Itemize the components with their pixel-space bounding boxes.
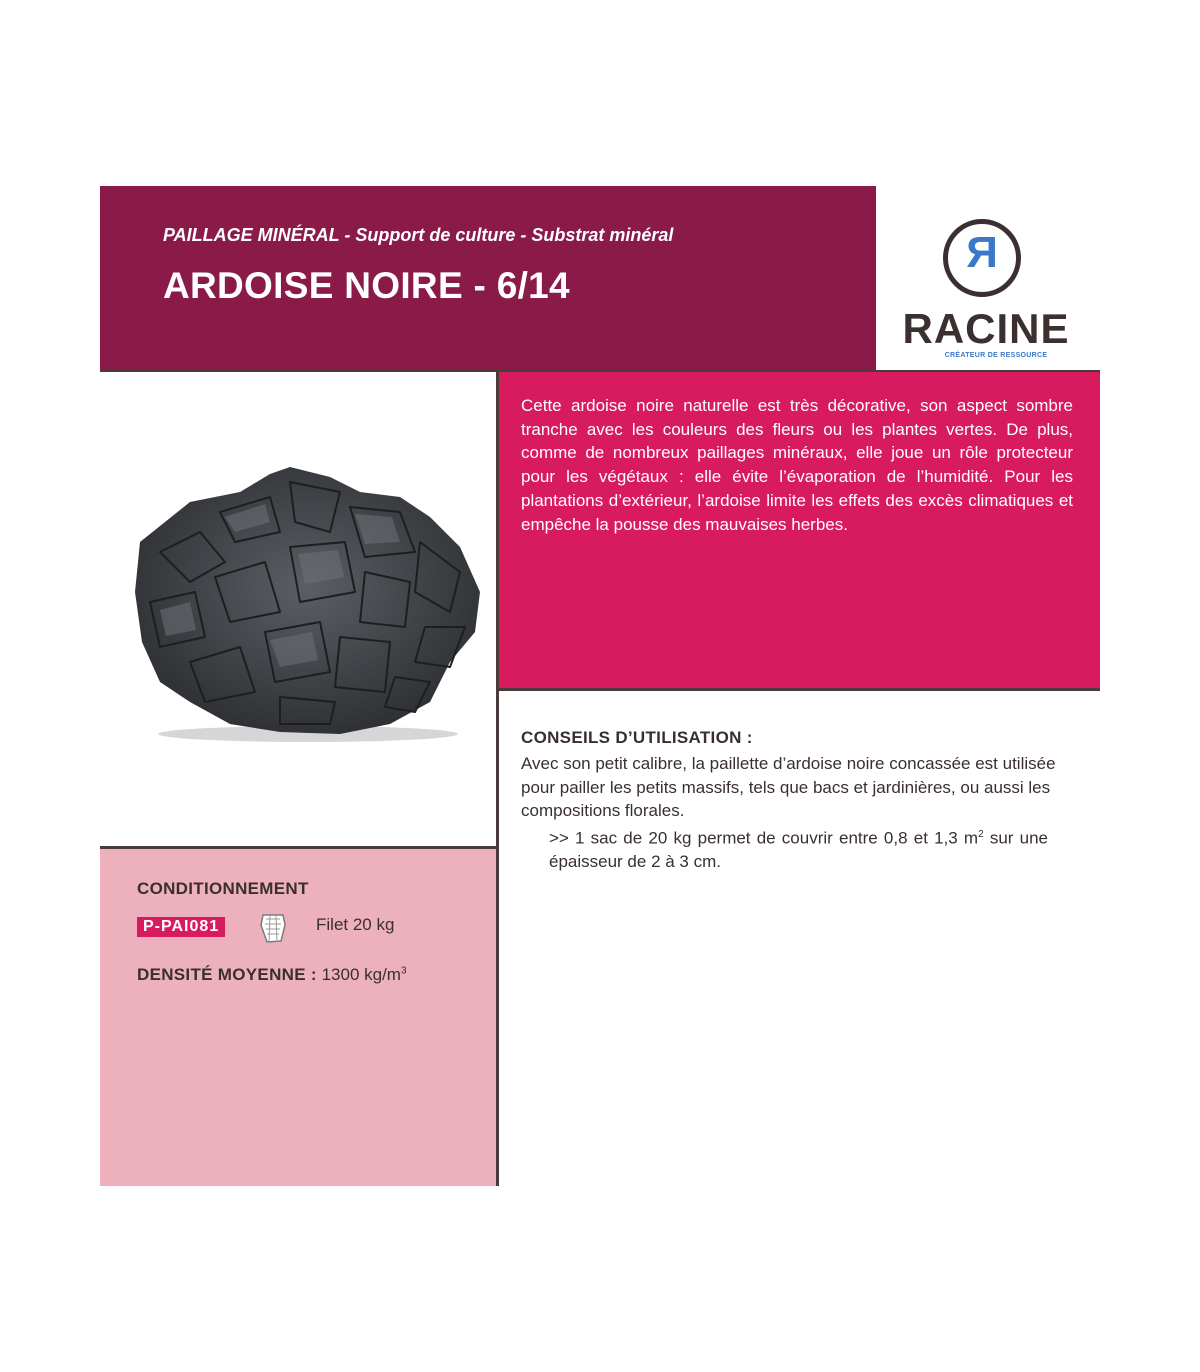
coverage-note-part1: >> 1 sac de 20 kg permet de couvrir entre 0,8 et 1,3 m bbox=[549, 828, 979, 848]
package-size: Filet 20 kg bbox=[316, 915, 395, 934]
density-value: 1300 kg/m bbox=[321, 965, 401, 984]
product-description: Cette ardoise noire naturelle est très décorative, son aspect sombre tranche avec les couleurs des fleurs ou les plantes vertes. De plus, comme de nombreux paillages minéraux, elle joue un rôle protecteur pour les végétaux : elle évite l’évaporation de l’humidité. Pour les plantations d’extérieur, l’ardoise limite les effets des excès climatiques et empêche la pousse des mauvaises herbes. bbox=[521, 396, 1073, 534]
header-banner bbox=[100, 186, 876, 370]
slate-stones-image bbox=[130, 462, 486, 744]
density-exponent: 3 bbox=[400, 965, 407, 977]
packaging-title: CONDITIONNEMENT bbox=[137, 879, 309, 898]
usage-title: CONSEILS D’UTILISATION : bbox=[521, 728, 753, 747]
logo-circle-icon bbox=[943, 219, 1021, 297]
coverage-exponent: 2 bbox=[978, 828, 984, 840]
net-bag-icon bbox=[258, 911, 288, 945]
product-category: PAILLAGE MINÉRAL - Support de culture - Substrat minéral bbox=[163, 225, 674, 245]
product-title: ARDOISE NOIRE - 6/14 bbox=[163, 265, 570, 306]
coverage-note bbox=[549, 823, 1048, 874]
density-label: DENSITÉ MOYENNE : bbox=[137, 965, 317, 984]
divider-mid-right bbox=[499, 688, 1100, 691]
usage-advice bbox=[521, 728, 1061, 873]
logo-name: RACINE bbox=[902, 305, 1070, 352]
product-code-badge: P-PAI081 bbox=[137, 917, 225, 937]
usage-text: Avec son petit calibre, la paillette d’ardoise noire concassée est utilisée pour pailler les petits massifs, tels que bacs et jardinières, ou aussi les compositions florales. bbox=[521, 754, 1056, 820]
coverage-note-part2: sur une épaisseur de 2 à 3 cm. bbox=[549, 828, 1048, 871]
logo-letter: R bbox=[966, 228, 998, 277]
description-panel bbox=[499, 372, 1100, 688]
packaging-panel bbox=[100, 849, 496, 1186]
logo-tagline: CRÉATEUR DE RESSOURCE bbox=[944, 352, 1048, 359]
density-line bbox=[137, 965, 407, 985]
racine-logo bbox=[900, 212, 1072, 368]
